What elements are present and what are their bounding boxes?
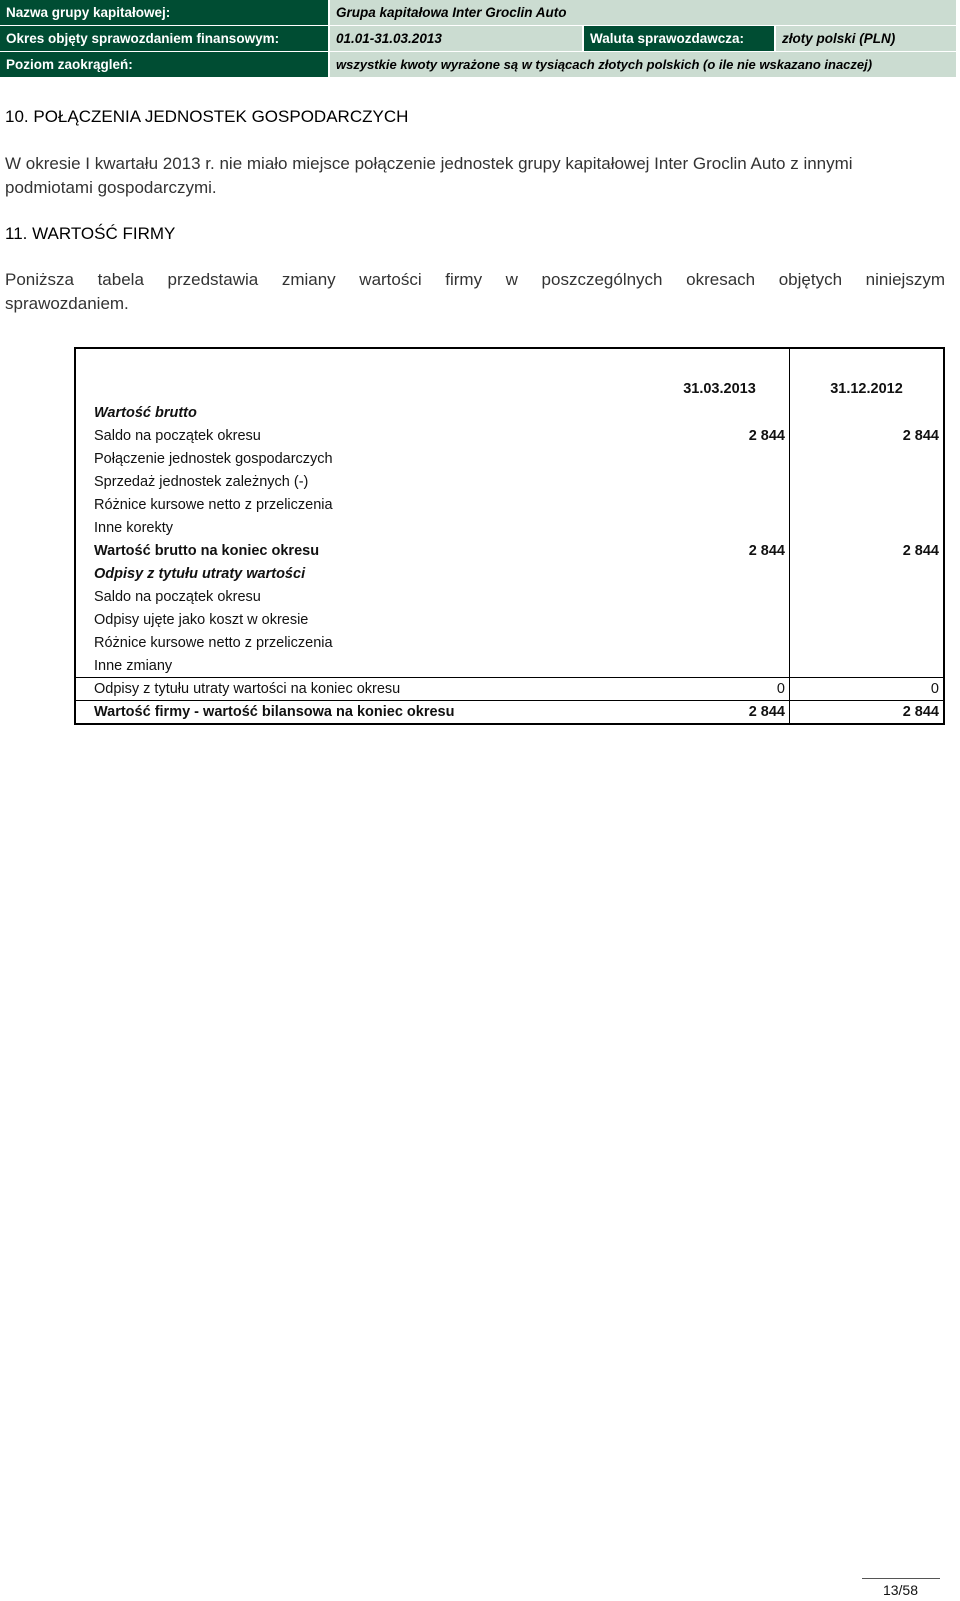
header-row-group: [0, 0, 958, 26]
table-row: [75, 448, 944, 471]
row-label: Odpisy z tytułu utraty wartości na koniec okresu: [75, 678, 650, 701]
row-label: Inne korekty: [75, 517, 650, 540]
table-row: [75, 632, 944, 655]
table-row: [75, 678, 944, 701]
table-row: [75, 494, 944, 517]
row-label: Różnice kursowe netto z przeliczenia: [75, 494, 650, 517]
section-10-title: 10. POŁĄCZENIA JEDNOSTEK GOSPODARCZYCH: [5, 107, 409, 126]
row-value-2013: [650, 494, 790, 517]
row-label: Saldo na początek okresu: [75, 425, 650, 448]
row-value-2012: 0: [790, 678, 945, 701]
row-label: Saldo na początek okresu: [75, 586, 650, 609]
row-value-2012: [790, 632, 945, 655]
row-value-2013: [650, 586, 790, 609]
row-value-2012: 2 844: [790, 701, 945, 725]
table-row: [75, 471, 944, 494]
row-label: Sprzedaż jednostek zależnych (-): [75, 471, 650, 494]
row-value-2012: 2 844: [790, 425, 945, 448]
table-header-row: [75, 348, 944, 402]
row-label: Wartość firmy - wartość bilansowa na koniec okresu: [75, 701, 650, 725]
table-row: [75, 517, 944, 540]
row-value-2012: [790, 471, 945, 494]
period-value: 01.01-31.03.2013: [330, 26, 584, 51]
row-value-2012: [790, 494, 945, 517]
row-value-2013: [650, 448, 790, 471]
row-value-2013: 2 844: [650, 701, 790, 725]
row-value-2013: [650, 563, 790, 586]
column-header-2012: 31.12.2012: [790, 348, 945, 402]
currency-label: Waluta sprawozdawcza:: [584, 26, 776, 51]
row-label: Połączenie jednostek gospodarczych: [75, 448, 650, 471]
row-value-2012: [790, 517, 945, 540]
row-label: Różnice kursowe netto z przeliczenia: [75, 632, 650, 655]
row-label: Inne zmiany: [75, 655, 650, 678]
currency-value: złoty polski (PLN): [776, 26, 958, 51]
row-label: Wartość brutto na koniec okresu: [75, 540, 650, 563]
row-value-2013: [650, 609, 790, 632]
row-value-2013: 2 844: [650, 540, 790, 563]
row-value-2013: [650, 517, 790, 540]
row-value-2013: 0: [650, 678, 790, 701]
row-label: Wartość brutto: [75, 402, 650, 425]
table-row: [75, 425, 944, 448]
section-10-text: W okresie I kwartału 2013 r. nie miało miejsce połączenie jednostek grupy kapitałowej Inter Groclin Auto z innymi podmiotami gospodarczymi.: [5, 154, 853, 197]
table-row: [75, 655, 944, 678]
header-row-period: [0, 26, 958, 52]
row-value-2013: [650, 402, 790, 425]
table-row: [75, 609, 944, 632]
rounding-value: wszystkie kwoty wyrażone są w tysiącach złotych polskich (o ile nie wskazano inaczej): [330, 52, 958, 77]
row-label: Odpisy ujęte jako koszt w okresie: [75, 609, 650, 632]
group-name-value: Grupa kapitałowa Inter Groclin Auto: [330, 0, 958, 25]
table-row: [75, 540, 944, 563]
document-header: [0, 0, 958, 78]
row-value-2012: [790, 448, 945, 471]
table-row: [75, 701, 944, 725]
rounding-label: Poziom zaokrągleń:: [0, 52, 330, 77]
row-value-2013: [650, 632, 790, 655]
table-row: [75, 586, 944, 609]
row-value-2012: 2 844: [790, 540, 945, 563]
section-11-text-line1: Poniższa tabela przedstawia zmiany wartości firmy w poszczególnych okresach objętych niniejszym: [5, 270, 945, 289]
row-value-2012: [790, 586, 945, 609]
row-value-2013: [650, 655, 790, 678]
group-name-label: Nazwa grupy kapitałowej:: [0, 0, 330, 25]
row-label: Odpisy z tytułu utraty wartości: [75, 563, 650, 586]
row-value-2012: [790, 655, 945, 678]
section-11-text-line2: sprawozdaniem.: [5, 294, 129, 313]
header-row-rounding: [0, 52, 958, 78]
row-value-2013: 2 844: [650, 425, 790, 448]
table-row: [75, 402, 944, 425]
row-value-2012: [790, 563, 945, 586]
section-11-title: 11. WARTOŚĆ FIRMY: [5, 224, 176, 243]
page-number: 13/58: [882, 1582, 918, 1598]
footer-divider: [862, 1578, 940, 1579]
row-value-2012: [790, 402, 945, 425]
table-row: [75, 563, 944, 586]
column-header-2013: 31.03.2013: [650, 348, 790, 402]
row-value-2012: [790, 609, 945, 632]
period-label: Okres objęty sprawozdaniem finansowym:: [0, 26, 330, 51]
goodwill-table: [74, 347, 945, 725]
row-value-2013: [650, 471, 790, 494]
